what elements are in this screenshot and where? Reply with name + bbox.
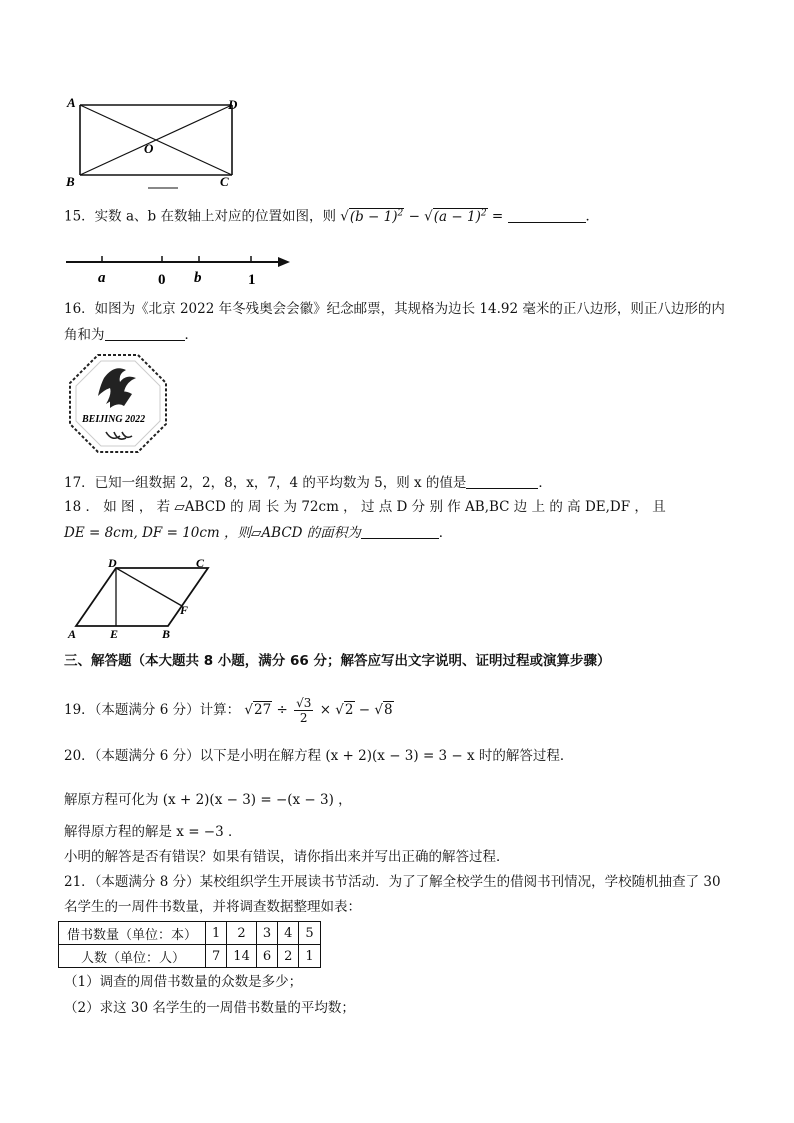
table-cell: 5 — [299, 922, 320, 945]
question-21-line1: 21．（本题满分 8 分）某校组织学生开展读书节活动．为了了解全校学生的借阅书刊情况，学校随机抽查了 30 — [64, 874, 721, 890]
label-d: D — [228, 97, 238, 112]
question-21-sub2: （2）求这 30 名学生的一周借书数量的平均数； — [64, 1000, 355, 1016]
q19-fraction: $\frac{√3}{2}$ — [296, 696, 312, 725]
q15-answer-blank[interactable] — [508, 208, 586, 223]
label-c: C — [220, 174, 229, 189]
para-label-e: E — [110, 627, 119, 641]
table-cell: 7 — [206, 945, 227, 968]
stamp-text: BEIJING 2022 — [82, 414, 146, 425]
figure-rectangle-abcd — [60, 95, 250, 195]
table-row — [59, 922, 321, 945]
q16-answer-blank[interactable] — [105, 326, 185, 341]
q15-sqrt-2: $√(a - 1)^2$ — [424, 208, 487, 225]
para-label-f: F — [180, 603, 189, 617]
numberline-one: 1 — [248, 272, 256, 288]
figure-octagon-stamp — [66, 352, 170, 456]
question-18-line1: 18 ． 如 图 ， 若 ▱ABCD 的 周 长 为 72cm ， 过 点 D 分 别 作 AB,BC 边 上 的 高 DE,DF ， 且 — [64, 499, 666, 515]
label-b: B — [66, 174, 75, 189]
para-label-d: D — [108, 556, 117, 570]
table-cell: 1 — [206, 922, 227, 945]
question-16-line2: 角和为 ． — [64, 327, 198, 343]
table-cell: 4 — [278, 922, 299, 945]
para-label-b: B — [162, 627, 171, 641]
q17-answer-blank[interactable] — [466, 474, 538, 489]
question-20-line1: 20．（本题满分 6 分）以下是小明在解方程 (x + 2)(x − 3) = 3 − x 时的解答过程． — [64, 748, 574, 764]
q15-sqrt-1: $√(b - 1)^2$ — [340, 208, 404, 225]
table-header-books: 借书数量（单位：本） — [59, 922, 206, 945]
question-15: 15．实数 a、b 在数轴上对应的位置如图，则 $√(b - 1)^2 - √(a - 1)^2$ = ． — [64, 208, 599, 225]
para-label-a: A — [68, 627, 77, 641]
table-row — [59, 945, 321, 968]
question-20-line3: 解得原方程的解是 x = −3 ． — [64, 824, 242, 840]
label-a: A — [67, 95, 76, 110]
para-label-c: C — [196, 556, 205, 570]
numberline-a: a — [98, 270, 106, 286]
borrow-table — [58, 921, 321, 968]
q15-equals: = — [491, 208, 504, 225]
table-cell: 2 — [227, 922, 257, 945]
table-header-people: 人数（单位：人） — [59, 945, 206, 968]
question-21-line2: 名学生的一周件书数量，并将调查数据整理如表： — [64, 899, 361, 915]
numberline-b: b — [194, 270, 202, 286]
figure-parallelogram — [62, 556, 222, 642]
table-cell: 6 — [256, 945, 277, 968]
question-19: 19．（本题满分 6 分）计算： √27 ÷ $\frac{√3}{2}$ × √2 − √8 — [64, 696, 393, 725]
numberline-zero: 0 — [158, 272, 166, 288]
figure-number-line — [62, 240, 292, 295]
q15-minus: − — [408, 208, 420, 225]
question-18-line2: DE = 8cm, DF = 10cm ，则▱ABCD 的面积为 ． — [64, 525, 453, 541]
label-o: O — [144, 141, 154, 156]
question-21-sub1: （1）调查的周借书数量的众数是多少； — [64, 974, 303, 990]
q18-answer-blank[interactable] — [361, 524, 439, 539]
table-cell: 3 — [256, 922, 277, 945]
table-cell: 14 — [227, 945, 257, 968]
question-20-line4: 小明的解答是否有错误？如果有错误，请你指出来并写出正确的解答过程． — [64, 849, 510, 865]
question-20-line2: 解原方程可化为 (x + 2)(x − 3) = −(x − 3) ， — [64, 792, 352, 808]
question-16-line1: 16．如图为《北京 2022 年冬残奥会会徽》纪念邮票，其规格为边长 14.92 毫米的正八边形，则正八边形的内 — [64, 301, 725, 317]
q15-text: 15．实数 a、b 在数轴上对应的位置如图，则 — [64, 208, 336, 225]
table-cell: 2 — [278, 945, 299, 968]
question-17: 17．已知一组数据 2，2，8，x，7，4 的平均数为 5，则 x 的值是 ． — [64, 475, 552, 491]
section-3-title: 三、解答题（本大题共 8 小题，满分 66 分；解答应写出文字说明、证明过程或演算步骤） — [64, 653, 611, 669]
table-cell: 1 — [299, 945, 320, 968]
